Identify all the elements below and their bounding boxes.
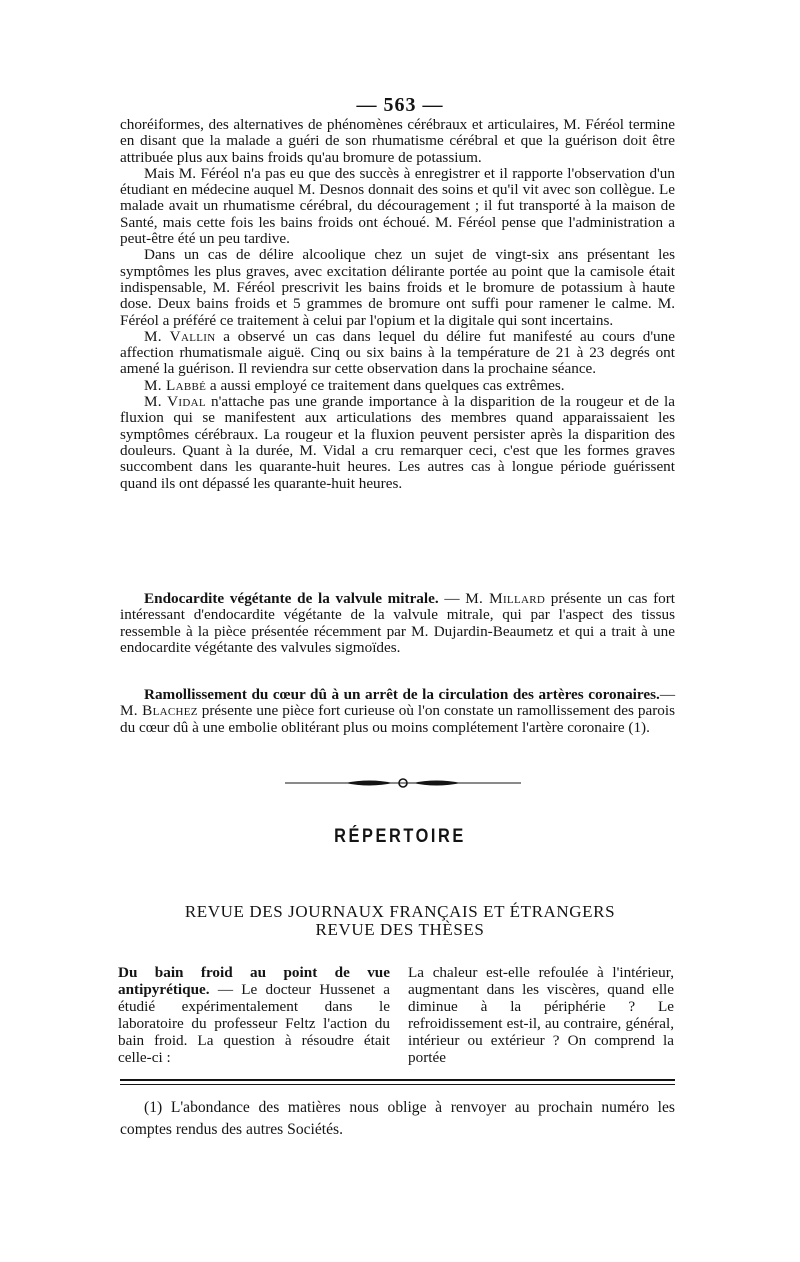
author-name: M. Vallin [144,327,216,345]
paragraph-labbe [120,378,675,394]
author-name: M. Millard [465,590,546,607]
paragraph-text: présente un cas fort intéressant d'endocardite végétante de la valvule mitrale, qui par l'aspect des tissus ressemble à la pièce présentée récemment par M. Dujardin-Beaumetz et qui a trait à une endocardite végétante des valvules sigmoïdes. [120,590,676,656]
revue-subtitle: REVUE DES THÈSES [315,920,485,939]
footnote-rule-thin [120,1084,675,1085]
author-name: M. Labbé [144,376,207,394]
paragraph: Mais M. Féréol n'a pas eu que des succès à enregistrer et il rapporte l'observation d'un étudiant en médecine auquel M. Desnos donnait des soins et qu'il vit avec son collègue. Le malade avait un rhumatisme cérébral, du découragement ; il fut transporté à la maison de Santé, mais cette fois les bains froids ont échoué. M. Féréol pense que l'administration a peut-être été un peu tardive. [120,164,675,248]
paragraph [118,964,390,1066]
ornament-divider [285,776,521,790]
section-heading: Ramollissement du cœur dû à un arrêt de la circulation des artères coronaires. [144,686,660,703]
dash: — [438,590,466,607]
paragraph-text: — Le docteur Hussenet a étudié expérimentalement dans le laboratoire du professeur Feltz l'action du bain froid. La question à résoudre était celle-ci : [118,981,390,1066]
section-ramollissement [120,687,675,736]
column-left [118,964,390,1066]
paragraph-vallin [120,329,675,378]
article-heading: Du bain froid au point de vue antipyrétique. [118,964,390,998]
paragraph-text: n'attache pas une grande importance à la disparition de la rougeur et de la fluxion qui se manifestent aux articulations des membres quand apparaissaient les symptômes cérébraux. La rougeur et la fluxion peuvent persister après la disparition des douleurs. Quant à la durée, M. Vidal a cru remarquer ceci, c'est que les formes graves succombent dans les quarante-huit heures. Les autres cas à longue période guérissent quand ils ont dépassé les quarante-huit heures. [120,393,675,492]
revue-title: REVUE DES JOURNAUX FRANÇAIS ET ÉTRANGERS [184,902,616,921]
body-text-block [120,117,675,492]
section-title: RÉPERTOIRE [334,826,466,847]
footnote-text: (1) L'abondance des matières nous oblige à renvoyer au prochain numéro les comptes rendus des autres Sociétés. [120,1099,675,1138]
paragraph-text: a aussi employé ce traitement dans quelques cas extrêmes. [206,376,565,394]
paragraph [120,591,675,656]
footnote [120,1097,675,1141]
footnote-rule [120,1079,675,1081]
page-number: — 563 — [356,94,444,116]
paragraph-text: présente une pièce fort curieuse où l'on constate un ramollissement des parois du cœur dû à une embolie oblitérant plus ou moins complétement l'artère coronaire (1). [120,702,675,736]
paragraph: Dans un cas de délire alcoolique chez un sujet de vingt-six ans présentant les symptômes les plus graves, avec excitation délirante portée au point que la camisole était indispensable, M. Féréol prescrivit les bains froids et le bromure de potassium à haute dose. Deux bains froids et 5 grammes de bromure ont suffi pour ramener le calme. M. Féréol a préféré ce traitement à celui par l'opium et la digitale qui sont incertains. [120,246,675,329]
dash: — [659,686,675,703]
paragraph [120,687,675,736]
paragraph: La chaleur est-elle refoulée à l'intérieur, augmentant dans les viscères, quand elle diminue à la périphérie ? Le refroidissement est-il, au contraire, général, intérieur ou extérieur ? On comprend la portée [408,964,674,1066]
author-name: M. Vidal [144,393,206,411]
paragraph-vidal [120,394,675,492]
paragraph: choréiformes, des alternatives de phénomènes cérébraux et articulaires, M. Féréol termine en disant que la malade a guéri de son rhumatisme cérébral et que la guérison doit être attribuée plus aux bains froids qu'au bromure de potassium. [120,116,675,166]
paragraph-text: a observé un cas dans lequel du délire fut manifesté au cours d'une affection rhumatismale aiguë. Cinq ou six bains à la température de 21 à 23 degrés ont amené la guérison. Il reviendra sur cette observation dans la prochaine séance. [120,327,675,378]
section-endocardite [120,591,675,656]
author-name: M. Blachez [120,702,198,720]
section-heading: Endocardite végétante de la valvule mitrale. [144,590,439,607]
column-right [408,964,674,1066]
